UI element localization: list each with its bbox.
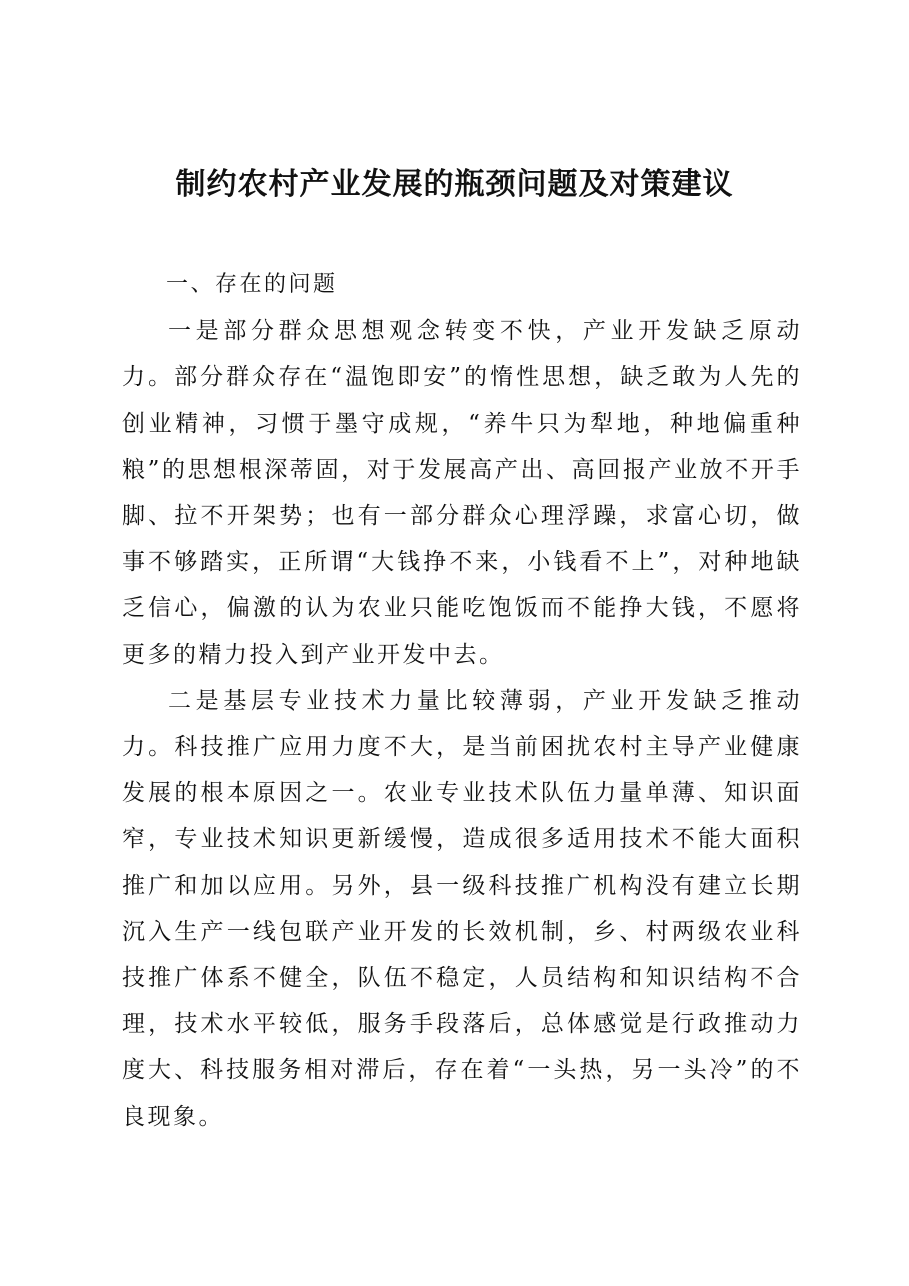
section-heading: 一、存在的问题: [166, 272, 338, 297]
document-title: 制约农村产业发展的瓶颈问题及对策建议: [175, 167, 734, 202]
paragraph-2: 二是基层专业技术力量比较薄弱，产业开发缺乏推动力。科技推广应用力度不大，是当前困扰农村主导产业健康发展的根本原因之一。农业专业技术队伍力量单薄、知识面窄，专业技术知识更新缓慢，造成很多适用技术不能大面积推广和加以应用。另外，县一级科技推广机构没有建立长期沉入生产一线包联产业开发的长效机制，乡、村两级农业科技推广体系不健全，队伍不稳定，人员结构和知识结构不合理，技术水平较低，服务手段落后，总体感觉是行政推动力度大、科技服务相对滞后，存在着“一头热，另一头冷”的不良现象。: [122, 687, 802, 1130]
document-body: [122, 262, 802, 1140]
paragraph-1: 一是部分群众思想观念转变不快，产业开发缺乏原动力。部分群众存在“温饱即安”的惰性思想，缺乏敢为人先的创业精神，习惯于墨守成规，“养牛只为犁地，种地偏重种粮”的思想根深蒂固，对于发展高产出、高回报产业放不开手脚、拉不开架势；也有一部分群众心理浮躁，求富心切，做事不够踏实，正所谓“大钱挣不来，小钱看不上”，对种地缺乏信心，偏激的认为农业只能吃饱饭而不能挣大钱，不愿将更多的精力投入到产业开发中去。: [122, 318, 802, 668]
